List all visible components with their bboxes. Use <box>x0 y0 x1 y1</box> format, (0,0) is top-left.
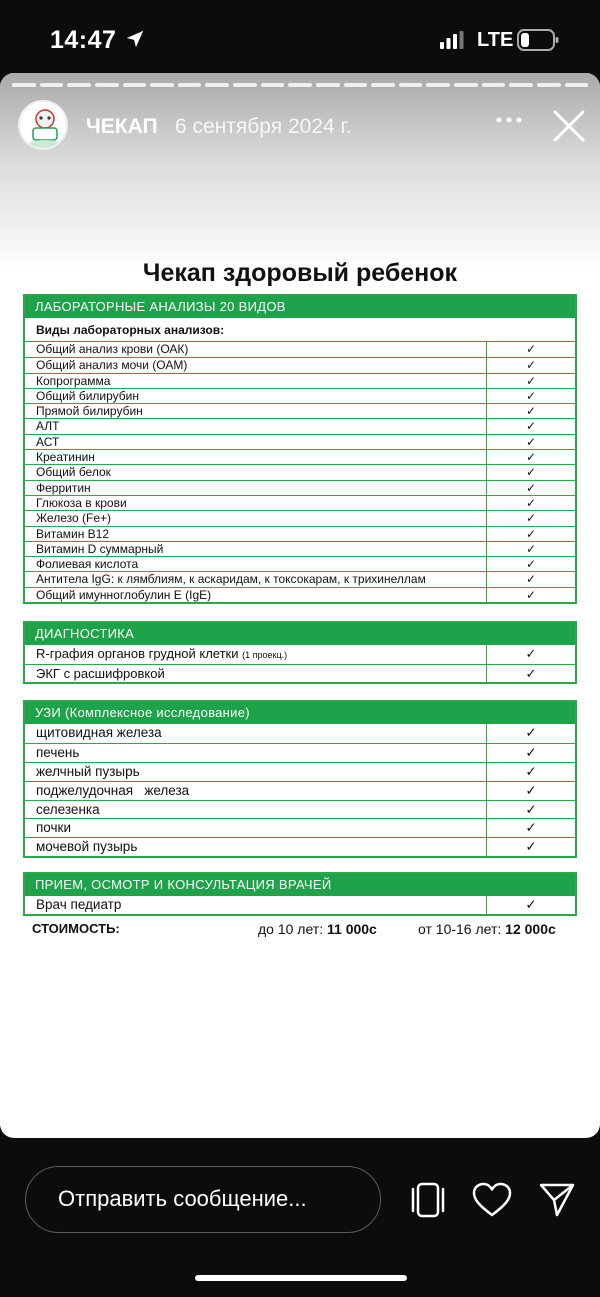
check-icon: ✓ <box>525 526 537 541</box>
check-icon: ✓ <box>525 820 537 836</box>
post-date: 6 сентября 2024 г. <box>175 115 352 138</box>
check-icon: ✓ <box>525 358 537 373</box>
check-icon: ✓ <box>525 495 537 510</box>
table-row: Копрограмма ✓ <box>25 373 575 388</box>
check-icon: ✓ <box>525 839 537 855</box>
table-row: Врач педиатр ✓ <box>25 896 575 914</box>
doctors-rows <box>25 896 575 914</box>
table-row: Общий анализ мочи (ОАМ) ✓ <box>25 357 575 372</box>
table-row: поджелудочная железа ✓ <box>25 781 575 800</box>
table-row: Витамин В12 ✓ <box>25 526 575 541</box>
more-options-icon[interactable] <box>494 105 524 135</box>
check-icon: ✓ <box>525 480 537 495</box>
check-icon: ✓ <box>525 646 537 661</box>
table-row: Витамин D суммарный ✓ <box>25 541 575 556</box>
location-arrow-icon <box>124 28 146 50</box>
lab-subheader: Виды лабораторных анализов: <box>25 318 575 342</box>
table-row: мочевой пузырь ✓ <box>25 837 575 856</box>
clock: 14:47 <box>50 26 117 54</box>
carrier-label: LTE <box>477 29 514 51</box>
check-icon: ✓ <box>525 465 537 480</box>
cost-under-10: до 10 лет: 11 000с <box>258 921 377 937</box>
table-row: Ферритин ✓ <box>25 480 575 495</box>
check-icon: ✓ <box>525 404 537 419</box>
document-title: Чекап здоровый ребенок <box>142 259 458 287</box>
check-icon: ✓ <box>525 557 537 572</box>
table-row: Общий имунноглобулин Е (IgE) ✓ <box>25 587 575 602</box>
table-row: Железо (Fe+) ✓ <box>25 510 575 525</box>
table-row: R-графия органов грудной клетки (1 проекц.) ✓ <box>25 645 575 664</box>
lab-header: ЛАБОРАТОРНЫЕ АНАЛИЗЫ 20 ВИДОВ <box>25 296 575 318</box>
story-progress <box>12 83 588 87</box>
check-icon: ✓ <box>525 419 537 434</box>
check-icon: ✓ <box>525 782 537 798</box>
diagnostics-table <box>23 621 577 684</box>
table-row: ЭКГ с расшифровкой ✓ <box>25 664 575 683</box>
table-row: печень ✓ <box>25 743 575 762</box>
check-icon: ✓ <box>525 511 537 526</box>
table-row: Прямой билирубин ✓ <box>25 403 575 418</box>
ultrasound-rows <box>25 724 575 856</box>
status-bar <box>0 0 600 80</box>
author-name[interactable]: ЧЕКАП <box>86 115 158 138</box>
ultrasound-header: УЗИ (Комплексное исследование) <box>25 702 575 724</box>
ultrasound-table <box>23 700 577 858</box>
table-row: Креатинин ✓ <box>25 449 575 464</box>
check-icon: ✓ <box>525 725 537 740</box>
check-icon: ✓ <box>525 665 537 681</box>
close-icon[interactable] <box>551 108 587 144</box>
check-icon: ✓ <box>525 541 537 556</box>
check-icon: ✓ <box>525 388 537 403</box>
check-icon: ✓ <box>525 744 537 760</box>
cost-label: СТОИМОСТЬ: <box>32 921 120 936</box>
story-header-shade <box>0 73 600 273</box>
author-avatar[interactable] <box>18 100 68 150</box>
lab-tests-table <box>23 294 577 604</box>
table-row: Общий билирубин ✓ <box>25 388 575 403</box>
table-row: АЛТ ✓ <box>25 418 575 433</box>
table-row: щитовидная железа ✓ <box>25 724 575 743</box>
table-row: желчный пузырь ✓ <box>25 762 575 781</box>
diagnostics-rows <box>25 645 575 682</box>
reply-message-input[interactable]: Отправить сообщение... <box>25 1166 381 1233</box>
check-icon: ✓ <box>525 450 537 465</box>
battery-icon <box>517 29 559 51</box>
table-row: селезенка ✓ <box>25 800 575 819</box>
cost-10-16: от 10-16 лет: 12 000с <box>418 921 556 937</box>
table-row: Глюкоза в крови ✓ <box>25 495 575 510</box>
story-card[interactable] <box>0 73 600 1138</box>
repost-stack-icon[interactable] <box>408 1181 448 1219</box>
like-heart-icon[interactable] <box>472 1182 512 1218</box>
signal-icon <box>440 31 464 49</box>
table-row: Фолиевая кислота ✓ <box>25 556 575 571</box>
send-icon[interactable] <box>538 1182 576 1218</box>
table-row: Общий белок ✓ <box>25 464 575 479</box>
check-icon: ✓ <box>525 342 537 356</box>
table-row: АСТ ✓ <box>25 434 575 449</box>
check-icon: ✓ <box>525 434 537 449</box>
check-icon: ✓ <box>525 897 537 912</box>
doctors-table <box>23 872 577 916</box>
check-icon: ✓ <box>525 587 537 602</box>
table-row: почки ✓ <box>25 818 575 837</box>
doctors-header: ПРИЕМ, ОСМОТР И КОНСУЛЬТАЦИЯ ВРАЧЕЙ <box>25 874 575 896</box>
check-icon: ✓ <box>525 572 537 587</box>
table-row: Общий анализ крови (ОАК) ✓ <box>25 342 575 357</box>
lab-rows <box>25 342 575 602</box>
table-row: Антитела IgG: к лямблиям, к аскаридам, к токсокарам, к трихинеллам ✓ <box>25 571 575 586</box>
home-indicator <box>195 1275 407 1281</box>
diagnostics-header: ДИАГНОСТИКА <box>25 623 575 645</box>
check-icon: ✓ <box>525 373 537 388</box>
check-icon: ✓ <box>525 763 537 779</box>
check-icon: ✓ <box>525 801 537 817</box>
